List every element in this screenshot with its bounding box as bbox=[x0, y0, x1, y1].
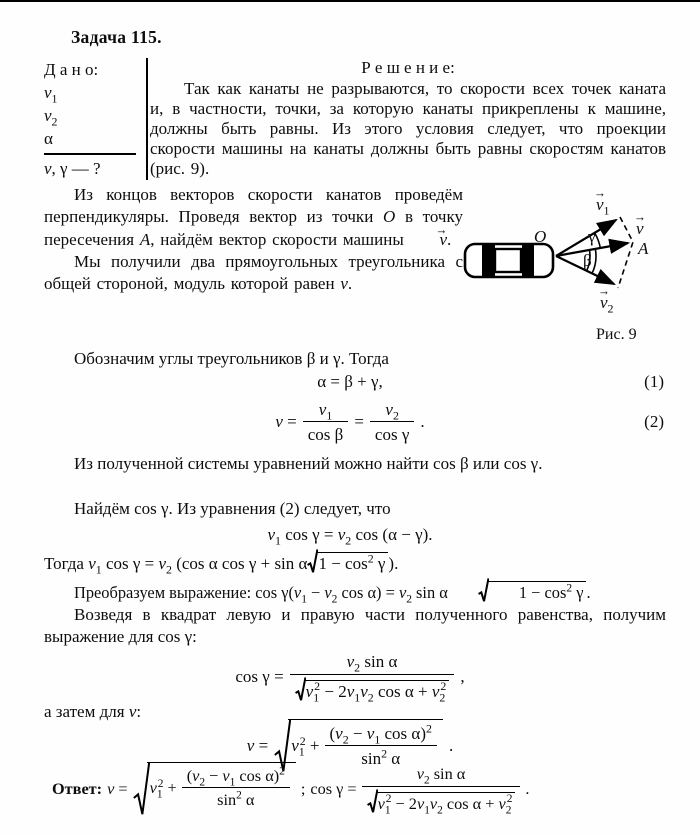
scan-edge-line bbox=[0, 0, 700, 2]
fraction-numerator: $v_2$ sin α bbox=[346, 652, 398, 675]
problem-title: Задача 115. bbox=[71, 27, 162, 47]
given-item: $v_2$ bbox=[44, 106, 58, 129]
fraction bbox=[370, 399, 414, 446]
equation-2-tail: . bbox=[420, 412, 425, 431]
given-item: α bbox=[44, 129, 53, 148]
equation-7-lhs: v = bbox=[246, 736, 269, 755]
answer-tail: . bbox=[525, 779, 530, 798]
equation-1-row bbox=[0, 370, 700, 394]
car-top-view bbox=[465, 244, 553, 277]
figure-caption: Рис. 9 bbox=[596, 326, 637, 343]
radicand bbox=[147, 762, 296, 811]
figure-label-v2: → $v_2$ bbox=[600, 294, 614, 311]
figure-ris-9 bbox=[450, 188, 698, 350]
fraction-denominator: cos γ bbox=[370, 421, 414, 445]
fraction-denominator: cos β bbox=[303, 421, 349, 445]
car-windshield-band bbox=[522, 245, 534, 276]
answer-cos-lhs: cos γ = bbox=[310, 779, 357, 798]
fraction-numerator: $v_1$ bbox=[318, 399, 333, 423]
equation-1-number: (1) bbox=[644, 372, 664, 391]
solution-paragraph: Так как канаты не разрываются, то скорости всех точек каната и, в частности, точки, за которую канаты прикреплены к машине, должны быть равны. Из этого условия следует, что проекции скорости машины на канаты должны быть равны скоростям канатов (рис. 9). bbox=[150, 79, 666, 178]
fraction-numerator: $v_2$ bbox=[385, 399, 399, 423]
car-roof bbox=[495, 249, 521, 272]
equation-3: $v_1$ $\cos \gamma = v_2$ cos (α − γ). bbox=[267, 525, 433, 548]
figure-label-v1: → $v_1$ bbox=[596, 196, 610, 213]
paragraph-find-cos: Найдём cos γ. Из уравнения (2) следует, что bbox=[74, 499, 391, 518]
solution-wrap-text bbox=[44, 184, 463, 295]
equation-1: α = β + γ, bbox=[317, 372, 383, 391]
equals-sign: = bbox=[354, 412, 364, 431]
answer-row bbox=[52, 756, 696, 822]
fraction-denominator: $v_1^2 - 2v_1v_2$ $\cos \alpha + v_2^2$ bbox=[362, 786, 521, 814]
equation-6-tail: , bbox=[460, 667, 465, 686]
togda-label: Тогда bbox=[44, 554, 84, 573]
radicand-term: $v_1^2$ + bbox=[149, 777, 177, 801]
equation-3-row bbox=[0, 523, 700, 547]
paragraph-then-for-v: а затем для v: bbox=[44, 702, 142, 721]
paragraph-denote-angles: Обозначим углы треугольников β и γ. Тогда bbox=[74, 349, 389, 368]
answer-label: Ответ: bbox=[52, 779, 103, 798]
paragraph-square: Возведя в квадрат левую и правую части полученного равенства, получим выражение для cos γ: bbox=[44, 605, 666, 646]
solution-paragraph: Мы получили два прямоугольных треугольника с общей стороной, модуль которой равен v. bbox=[44, 251, 463, 294]
figure-drawing bbox=[450, 188, 698, 350]
equation-2-number: (2) bbox=[644, 412, 664, 431]
given-item: $v_1$ bbox=[44, 83, 58, 106]
solution-heading: Р е ш е н и е: bbox=[361, 58, 455, 77]
figure-label-a: A bbox=[638, 239, 649, 258]
perpendicular-dashed-lines bbox=[618, 217, 633, 288]
paragraph-togda bbox=[44, 549, 694, 575]
angle-beta-arc bbox=[592, 249, 596, 274]
figure-label-gamma: γ bbox=[588, 227, 596, 246]
fraction-denominator: $v_1^2 - 2v_1v_2$ $\cos \alpha + v_2^2$ bbox=[290, 674, 455, 703]
fraction bbox=[303, 399, 349, 446]
fraction-denominator: $\sin^2 \alpha$ bbox=[325, 745, 437, 769]
equation-2-lhs: v = bbox=[275, 412, 297, 431]
fraction bbox=[362, 764, 521, 814]
equation-7-tail: . bbox=[448, 736, 454, 755]
equation-6-lhs: cos γ = bbox=[235, 667, 284, 686]
fraction bbox=[290, 651, 455, 702]
solution-paragraph: Из концов векторов скорости канатов проведём перпендикуляры. Проведя вектор из точки O в точку пересечения A, найдём вектор скорости машины → v. bbox=[44, 184, 463, 251]
fraction-numerator: $v_2$ sin α bbox=[416, 764, 466, 787]
fraction-numerator: ($v_2 - v_1$ cos α)$^2$ bbox=[329, 721, 432, 747]
answer-v-lhs: v = bbox=[107, 779, 128, 798]
figure-label-v: → v bbox=[636, 220, 644, 237]
figure-label-origin: O bbox=[534, 227, 547, 246]
radical bbox=[133, 762, 296, 816]
paragraph-preobrazuem bbox=[44, 578, 700, 606]
fraction bbox=[182, 766, 290, 811]
fraction-numerator: ($v_2 - v_1$ cos α)$^2$ bbox=[186, 765, 285, 789]
preobrazuem-label: Преобразуем выражение: bbox=[74, 583, 252, 602]
radicand-term: $v_1^2$ + bbox=[291, 733, 320, 759]
equation-6-row bbox=[0, 648, 700, 706]
figure-label-beta: β bbox=[583, 251, 592, 270]
given-box bbox=[44, 58, 148, 180]
equation-2-row bbox=[0, 396, 700, 448]
fraction-denominator: $\sin^2 \alpha$ bbox=[182, 787, 290, 810]
equation-4: $v_1$ $\cos \gamma = v_2$ (cos α cos γ + sin α $1 - \cos^2 \gamma$ ). bbox=[88, 551, 399, 577]
given-find: v, γ — ? bbox=[44, 153, 136, 180]
car-rear-window-band bbox=[482, 245, 495, 276]
answer-separator: ; bbox=[300, 779, 306, 798]
paragraph-system: Из полученной системы уравнений можно найти cos β или cos γ. bbox=[74, 454, 543, 473]
given-label: Д а н о: bbox=[44, 60, 99, 79]
equation-5: $\cos \gamma(v_1 - v_2$ $\cos \alpha) = v_2$ sin α $1 - \cos^2 \gamma$ . bbox=[255, 583, 590, 602]
